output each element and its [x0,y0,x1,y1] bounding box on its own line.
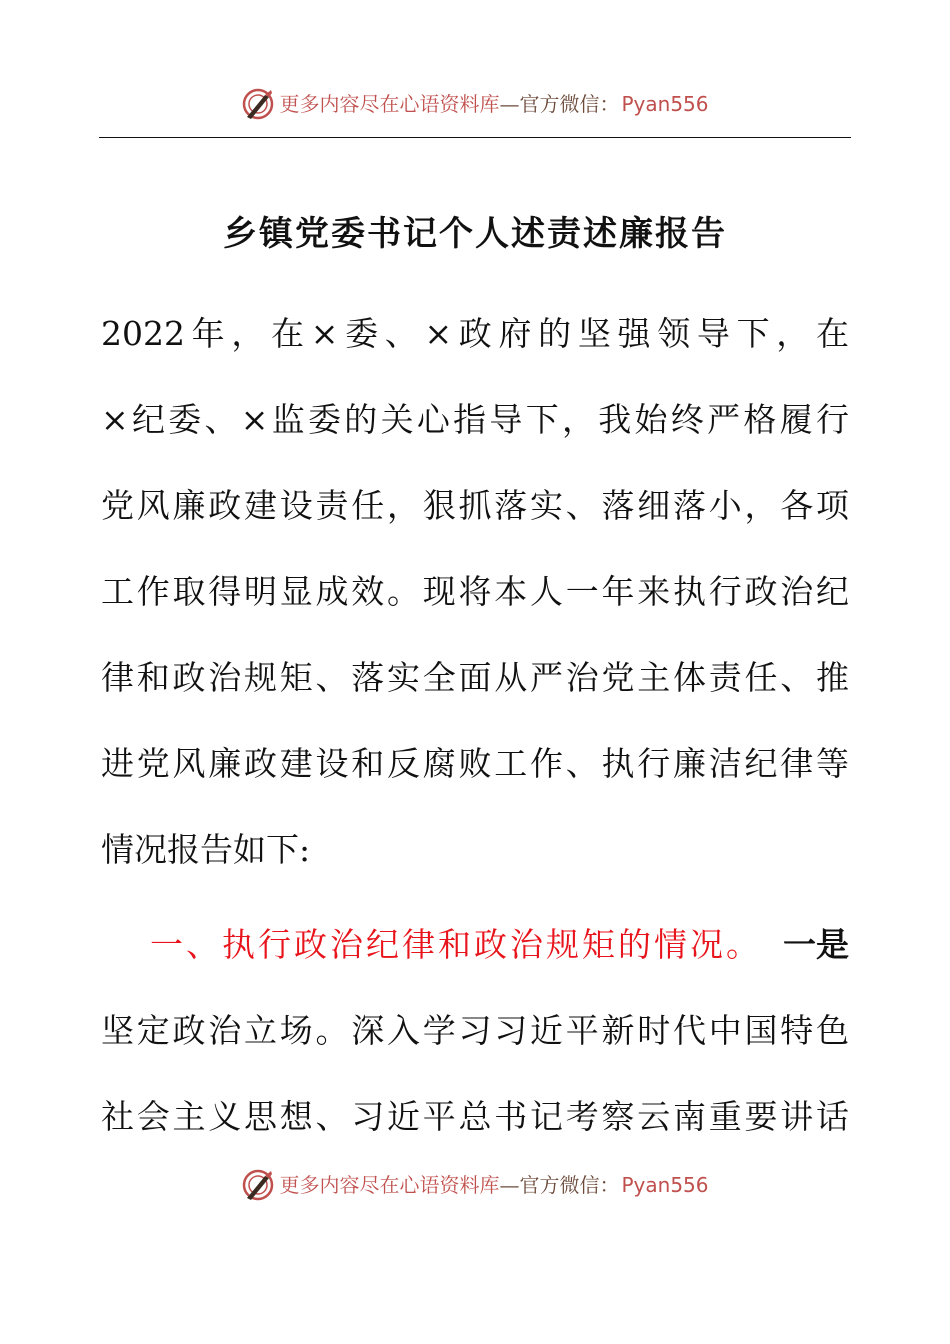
body-line: 坚 定 政 治 立 场 。 深 入 学 习 习 近 平 新 时 代 中 国 特 色 [101,1011,849,1050]
body-line: 工 作 取 得 明 显 成 效 。 现 将 本 人 一 年 来 执 行 政 治 纪 [101,572,849,611]
body-line: 律 和 政 治 规 矩 、 落 实 全 面 从 严 治 党 主 体 责 任 、 推 [101,658,849,697]
footer-wechat-id: Pyan556 [621,1173,709,1197]
header-wechat-label: 官方微信： [519,92,620,116]
footer-brand: 更多内容尽在心语资料库 [279,1173,500,1197]
page-header [0,84,950,124]
footer-dash: — [499,1173,520,1197]
page-footer [0,1165,950,1205]
section-lead: 一是 [783,925,849,964]
header-brand: 更多内容尽在心语资料库 [279,92,500,116]
document-title: 乡镇党委书记个人述责述廉报告 [223,214,727,254]
section-heading-line [150,920,849,970]
header-dash: — [499,92,520,116]
footer-wechat-label: 官方微信： [519,1173,620,1197]
body-line: 党 风 廉 政 建 设 责 任 ， 狠 抓 落 实 、 落 细 落 小 ， 各 项 [101,486,849,525]
section-heading: 一、执行政治纪律和政治规矩的情况。 [150,925,762,964]
body-line: 情况报告如下: [101,830,311,869]
header-divider [99,137,851,138]
body-line: 2022 年 ， 在 × 委 、 × 政 府 的 坚 强 领 导 下 ， 在 [101,314,849,353]
body-line: 社 会 主 义 思 想 、 习 近 平 总 书 记 考 察 云 南 重 要 讲 话 [101,1097,849,1136]
body-line: 进 党 风 廉 政 建 设 和 反 腐 败 工 作 、 执 行 廉 洁 纪 律 等 [101,744,849,783]
pen-logo-icon [241,87,275,121]
pen-logo-icon [241,1168,275,1202]
header-wechat-id: Pyan556 [621,92,709,116]
body-line: × 纪 委 、 × 监 委 的 关 心 指 导 下 ， 我 始 终 严 格 履 行 [101,400,849,439]
